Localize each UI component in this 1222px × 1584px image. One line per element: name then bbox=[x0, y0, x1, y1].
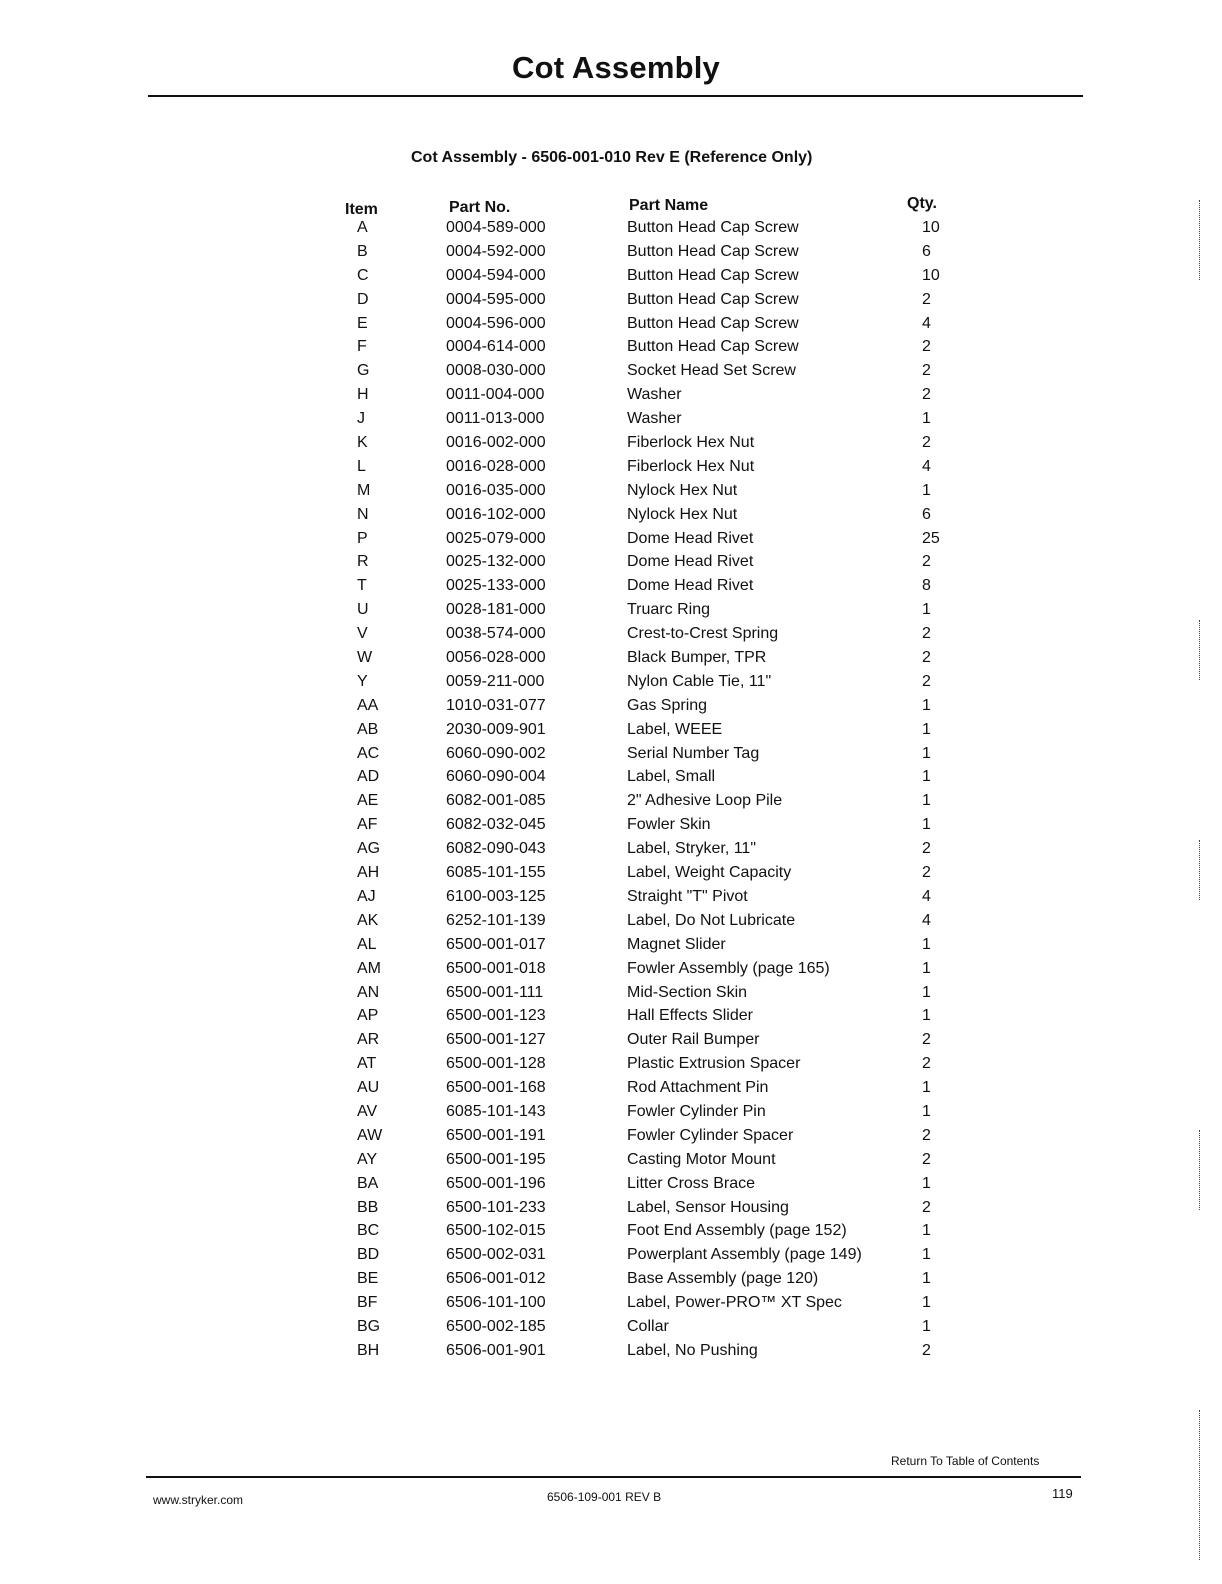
quantity-cell: 2 bbox=[922, 290, 931, 308]
part-number-cell: 6100-003-125 bbox=[446, 887, 546, 905]
quantity-cell: 1 bbox=[922, 1246, 931, 1264]
item-cell: AF bbox=[357, 816, 378, 834]
item-cell: J bbox=[357, 410, 365, 428]
item-cell: AA bbox=[357, 696, 379, 714]
column-header-part-name: Part Name bbox=[629, 197, 709, 214]
part-number-cell: 6252-101-139 bbox=[446, 911, 546, 929]
table-row bbox=[0, 960, 1222, 984]
quantity-cell: 1 bbox=[922, 983, 931, 1001]
part-name-cell: 2" Adhesive Loop Pile bbox=[627, 792, 783, 810]
item-cell: R bbox=[357, 553, 369, 571]
table-row bbox=[0, 1342, 1222, 1366]
scan-edge-mark bbox=[1199, 1410, 1200, 1560]
part-name-cell: Dome Head Rivet bbox=[627, 553, 754, 571]
quantity-cell: 1 bbox=[922, 768, 931, 786]
item-cell: AW bbox=[357, 1126, 383, 1144]
quantity-cell: 2 bbox=[922, 649, 931, 667]
page-title: Cot Assembly bbox=[512, 50, 720, 85]
table-row bbox=[0, 219, 1222, 243]
item-cell: B bbox=[357, 242, 368, 260]
table-row bbox=[0, 577, 1222, 601]
item-cell: BH bbox=[357, 1341, 380, 1359]
table-row bbox=[0, 1294, 1222, 1318]
part-number-cell: 0016-028-000 bbox=[446, 457, 546, 475]
part-number-cell: 6500-001-017 bbox=[446, 935, 546, 953]
part-number-cell: 6500-001-196 bbox=[446, 1174, 546, 1192]
quantity-cell: 10 bbox=[922, 219, 940, 236]
table-row bbox=[0, 697, 1222, 721]
part-name-cell: Rod Attachment Pin bbox=[627, 1079, 769, 1097]
table-row bbox=[0, 792, 1222, 816]
part-number-cell: 6500-001-111 bbox=[446, 983, 544, 1001]
part-name-cell: Nylon Cable Tie, 11" bbox=[627, 672, 772, 690]
part-number-cell: 0059-211-000 bbox=[446, 672, 545, 690]
part-name-cell: Button Head Cap Screw bbox=[627, 266, 799, 284]
quantity-cell: 2 bbox=[922, 672, 931, 690]
assembly-subtitle: Cot Assembly - 6506-001-010 Rev E (Reference Only) bbox=[411, 149, 813, 166]
quantity-cell: 4 bbox=[922, 457, 931, 475]
table-row bbox=[0, 291, 1222, 315]
part-name-cell: Button Head Cap Screw bbox=[627, 219, 799, 236]
part-name-cell: Label, Stryker, 11" bbox=[627, 840, 757, 858]
table-row bbox=[0, 768, 1222, 792]
part-name-cell: Gas Spring bbox=[627, 696, 708, 714]
item-cell: BD bbox=[357, 1246, 380, 1264]
item-cell: AP bbox=[357, 1007, 379, 1025]
part-number-cell: 6506-101-100 bbox=[446, 1294, 546, 1312]
footer-website: www.stryker.com bbox=[153, 1493, 244, 1507]
table-row bbox=[0, 1007, 1222, 1031]
part-number-cell: 0025-079-000 bbox=[446, 529, 546, 547]
part-number-cell: 6500-101-233 bbox=[446, 1198, 546, 1216]
item-cell: AV bbox=[357, 1102, 378, 1120]
part-name-cell: Black Bumper, TPR bbox=[627, 649, 767, 667]
scan-edge-mark bbox=[1199, 620, 1200, 680]
part-number-cell: 0025-133-000 bbox=[446, 577, 546, 595]
part-number-cell: 0008-030-000 bbox=[446, 362, 546, 380]
part-name-cell: Dome Head Rivet bbox=[627, 529, 754, 547]
part-number-cell: 0004-614-000 bbox=[446, 338, 546, 356]
quantity-cell: 1 bbox=[922, 1294, 931, 1312]
item-cell: V bbox=[357, 625, 368, 643]
table-row bbox=[0, 1246, 1222, 1270]
item-cell: AT bbox=[357, 1055, 377, 1073]
quantity-cell: 1 bbox=[922, 959, 931, 977]
table-row bbox=[0, 1151, 1222, 1175]
parts-list bbox=[0, 219, 1222, 1366]
part-name-cell: Crest-to-Crest Spring bbox=[627, 625, 779, 643]
item-cell: F bbox=[357, 338, 367, 356]
part-name-cell: Base Assembly (page 120) bbox=[627, 1270, 819, 1288]
table-row bbox=[0, 912, 1222, 936]
column-header-qty: Qty. bbox=[907, 195, 937, 212]
quantity-cell: 1 bbox=[922, 1079, 931, 1097]
part-number-cell: 6085-101-143 bbox=[446, 1102, 546, 1120]
item-cell: AE bbox=[357, 792, 379, 810]
quantity-cell: 1 bbox=[922, 744, 931, 762]
quantity-cell: 1 bbox=[922, 1174, 931, 1192]
quantity-cell: 2 bbox=[922, 386, 931, 404]
part-number-cell: 6506-001-901 bbox=[446, 1341, 546, 1359]
item-cell: AB bbox=[357, 720, 379, 738]
part-name-cell: Button Head Cap Screw bbox=[627, 290, 799, 308]
item-cell: K bbox=[357, 434, 368, 452]
part-number-cell: 1010-031-077 bbox=[446, 696, 546, 714]
item-cell: AH bbox=[357, 864, 380, 882]
part-name-cell: Fowler Cylinder Pin bbox=[627, 1102, 766, 1120]
table-row bbox=[0, 1222, 1222, 1246]
part-number-cell: 6500-001-018 bbox=[446, 959, 546, 977]
item-cell: BA bbox=[357, 1174, 379, 1192]
quantity-cell: 4 bbox=[922, 314, 931, 332]
table-row bbox=[0, 1318, 1222, 1342]
part-number-cell: 6500-001-195 bbox=[446, 1150, 546, 1168]
part-number-cell: 6500-001-123 bbox=[446, 1007, 546, 1025]
part-number-cell: 0038-574-000 bbox=[446, 625, 546, 643]
quantity-cell: 1 bbox=[922, 935, 931, 953]
item-cell: AM bbox=[357, 959, 381, 977]
item-cell: BG bbox=[357, 1317, 381, 1335]
table-row bbox=[0, 673, 1222, 697]
table-row bbox=[0, 649, 1222, 673]
part-number-cell: 0004-592-000 bbox=[446, 242, 546, 260]
part-name-cell: Outer Rail Bumper bbox=[627, 1031, 760, 1049]
part-name-cell: Washer bbox=[627, 410, 682, 428]
part-name-cell: Nylock Hex Nut bbox=[627, 505, 738, 523]
part-number-cell: 0011-004-000 bbox=[446, 386, 545, 404]
item-cell: G bbox=[357, 362, 370, 380]
part-name-cell: Litter Cross Brace bbox=[627, 1174, 756, 1192]
item-cell: AG bbox=[357, 840, 381, 858]
quantity-cell: 6 bbox=[922, 505, 931, 523]
item-cell: BE bbox=[357, 1270, 379, 1288]
item-cell: AY bbox=[357, 1150, 378, 1168]
item-cell: AC bbox=[357, 744, 380, 762]
table-row bbox=[0, 434, 1222, 458]
footer-divider bbox=[146, 1476, 1081, 1478]
item-cell: N bbox=[357, 505, 369, 523]
part-number-cell: 6500-001-168 bbox=[446, 1079, 546, 1097]
scan-edge-mark bbox=[1199, 840, 1200, 900]
part-number-cell: 6500-001-191 bbox=[446, 1126, 546, 1144]
item-cell: AJ bbox=[357, 887, 376, 905]
item-cell: T bbox=[357, 577, 367, 595]
item-cell: AL bbox=[357, 935, 377, 953]
part-name-cell: Button Head Cap Screw bbox=[627, 338, 799, 356]
table-row bbox=[0, 267, 1222, 291]
quantity-cell: 2 bbox=[922, 1198, 931, 1216]
quantity-cell: 2 bbox=[922, 625, 931, 643]
table-row bbox=[0, 338, 1222, 362]
quantity-cell: 1 bbox=[922, 601, 931, 619]
part-name-cell: Dome Head Rivet bbox=[627, 577, 754, 595]
part-number-cell: 6082-090-043 bbox=[446, 840, 546, 858]
table-row bbox=[0, 482, 1222, 506]
item-cell: AN bbox=[357, 983, 380, 1001]
item-cell: W bbox=[357, 649, 373, 667]
item-cell: M bbox=[357, 481, 371, 499]
table-row bbox=[0, 1127, 1222, 1151]
table-row bbox=[0, 1103, 1222, 1127]
table-row bbox=[0, 625, 1222, 649]
part-name-cell: Nylock Hex Nut bbox=[627, 481, 738, 499]
item-cell: AU bbox=[357, 1079, 380, 1097]
table-row bbox=[0, 410, 1222, 434]
item-cell: L bbox=[357, 457, 366, 475]
quantity-cell: 1 bbox=[922, 720, 931, 738]
quantity-cell: 6 bbox=[922, 242, 931, 260]
item-cell: BF bbox=[357, 1294, 378, 1312]
part-number-cell: 0004-595-000 bbox=[446, 290, 546, 308]
table-row bbox=[0, 362, 1222, 386]
part-number-cell: 0056-028-000 bbox=[446, 649, 546, 667]
part-name-cell: Collar bbox=[627, 1317, 669, 1335]
quantity-cell: 1 bbox=[922, 410, 931, 428]
item-cell: AK bbox=[357, 911, 379, 929]
part-name-cell: Fowler Assembly (page 165) bbox=[627, 959, 830, 977]
item-cell: BB bbox=[357, 1198, 379, 1216]
part-name-cell: Straight "T" Pivot bbox=[627, 887, 748, 905]
page-number: 119 bbox=[1052, 1486, 1073, 1501]
part-name-cell: Truarc Ring bbox=[627, 601, 710, 619]
table-row bbox=[0, 243, 1222, 267]
part-name-cell: Serial Number Tag bbox=[627, 744, 760, 762]
part-number-cell: 0004-589-000 bbox=[446, 219, 546, 236]
part-number-cell: 0011-013-000 bbox=[446, 410, 545, 428]
table-row bbox=[0, 315, 1222, 339]
part-number-cell: 6082-001-085 bbox=[446, 792, 546, 810]
table-row bbox=[0, 1270, 1222, 1294]
part-name-cell: Mid-Section Skin bbox=[627, 983, 748, 1001]
title-divider bbox=[148, 95, 1083, 97]
part-number-cell: 6500-102-015 bbox=[446, 1222, 546, 1240]
item-cell: AR bbox=[357, 1031, 380, 1049]
table-row bbox=[0, 888, 1222, 912]
quantity-cell: 2 bbox=[922, 1055, 931, 1073]
quantity-cell: 4 bbox=[922, 887, 931, 905]
part-name-cell: Label, Do Not Lubricate bbox=[627, 911, 796, 929]
item-cell: U bbox=[357, 601, 369, 619]
quantity-cell: 4 bbox=[922, 911, 931, 929]
quantity-cell: 1 bbox=[922, 792, 931, 810]
table-row bbox=[0, 1055, 1222, 1079]
part-number-cell: 0016-035-000 bbox=[446, 481, 546, 499]
quantity-cell: 1 bbox=[922, 1222, 931, 1240]
table-row bbox=[0, 840, 1222, 864]
item-cell: Y bbox=[357, 672, 368, 690]
table-row bbox=[0, 458, 1222, 482]
column-header-part-no: Part No. bbox=[449, 199, 511, 216]
quantity-cell: 2 bbox=[922, 1341, 931, 1359]
part-name-cell: Button Head Cap Screw bbox=[627, 314, 799, 332]
table-row bbox=[0, 745, 1222, 769]
part-name-cell: Foot End Assembly (page 152) bbox=[627, 1222, 847, 1240]
item-cell: AD bbox=[357, 768, 380, 786]
part-name-cell: Fiberlock Hex Nut bbox=[627, 457, 755, 475]
part-number-cell: 2030-009-901 bbox=[446, 720, 546, 738]
table-row bbox=[0, 530, 1222, 554]
part-name-cell: Casting Motor Mount bbox=[627, 1150, 776, 1168]
part-number-cell: 0004-596-000 bbox=[446, 314, 546, 332]
item-cell: D bbox=[357, 290, 369, 308]
table-row bbox=[0, 864, 1222, 888]
quantity-cell: 2 bbox=[922, 362, 931, 380]
quantity-cell: 25 bbox=[922, 529, 940, 547]
table-row bbox=[0, 553, 1222, 577]
item-cell: H bbox=[357, 386, 369, 404]
part-name-cell: Hall Effects Slider bbox=[627, 1007, 753, 1025]
quantity-cell: 1 bbox=[922, 696, 931, 714]
scan-edge-mark bbox=[1199, 1130, 1200, 1210]
part-name-cell: Plastic Extrusion Spacer bbox=[627, 1055, 801, 1073]
quantity-cell: 1 bbox=[922, 1102, 931, 1120]
part-name-cell: Label, Small bbox=[627, 768, 716, 786]
part-number-cell: 6082-032-045 bbox=[446, 816, 546, 834]
table-row bbox=[0, 506, 1222, 530]
table-row bbox=[0, 1031, 1222, 1055]
part-number-cell: 6085-101-155 bbox=[446, 864, 546, 882]
table-row bbox=[0, 721, 1222, 745]
part-name-cell: Label, Sensor Housing bbox=[627, 1198, 789, 1216]
part-name-cell: Label, No Pushing bbox=[627, 1341, 758, 1359]
part-name-cell: Powerplant Assembly (page 149) bbox=[627, 1246, 862, 1264]
part-name-cell: Label, Weight Capacity bbox=[627, 864, 792, 882]
part-name-cell: Button Head Cap Screw bbox=[627, 242, 799, 260]
part-number-cell: 6500-002-031 bbox=[446, 1246, 546, 1264]
item-cell: P bbox=[357, 529, 368, 547]
table-row bbox=[0, 816, 1222, 840]
quantity-cell: 1 bbox=[922, 1270, 931, 1288]
table-row bbox=[0, 386, 1222, 410]
footer-document-number: 6506-109-001 REV B bbox=[547, 1490, 662, 1504]
quantity-cell: 1 bbox=[922, 1007, 931, 1025]
part-name-cell: Label, Power-PRO™ XT Spec bbox=[627, 1294, 842, 1312]
part-number-cell: 0004-594-000 bbox=[446, 266, 546, 284]
return-to-contents-link[interactable]: Return To Table of Contents bbox=[891, 1454, 1040, 1468]
part-name-cell: Fiberlock Hex Nut bbox=[627, 434, 755, 452]
part-name-cell: Washer bbox=[627, 386, 682, 404]
item-cell: A bbox=[357, 219, 368, 236]
quantity-cell: 10 bbox=[922, 266, 940, 284]
part-number-cell: 0016-002-000 bbox=[446, 434, 546, 452]
part-name-cell: Fowler Skin bbox=[627, 816, 711, 834]
quantity-cell: 1 bbox=[922, 1317, 931, 1335]
quantity-cell: 1 bbox=[922, 481, 931, 499]
part-name-cell: Fowler Cylinder Spacer bbox=[627, 1126, 794, 1144]
part-number-cell: 6500-002-185 bbox=[446, 1317, 546, 1335]
quantity-cell: 1 bbox=[922, 816, 931, 834]
part-number-cell: 0025-132-000 bbox=[446, 553, 546, 571]
item-cell: C bbox=[357, 266, 369, 284]
quantity-cell: 2 bbox=[922, 840, 931, 858]
column-header-item: Item bbox=[345, 201, 378, 218]
quantity-cell: 2 bbox=[922, 1150, 931, 1168]
part-number-cell: 0016-102-000 bbox=[446, 505, 546, 523]
table-row bbox=[0, 601, 1222, 625]
table-row bbox=[0, 1199, 1222, 1223]
part-name-cell: Label, WEEE bbox=[627, 720, 723, 738]
part-number-cell: 0028-181-000 bbox=[446, 601, 546, 619]
part-name-cell: Magnet Slider bbox=[627, 935, 726, 953]
part-number-cell: 6060-090-002 bbox=[446, 744, 546, 762]
quantity-cell: 2 bbox=[922, 434, 931, 452]
quantity-cell: 2 bbox=[922, 338, 931, 356]
quantity-cell: 2 bbox=[922, 1031, 931, 1049]
item-cell: BC bbox=[357, 1222, 380, 1240]
part-number-cell: 6060-090-004 bbox=[446, 768, 546, 786]
quantity-cell: 8 bbox=[922, 577, 931, 595]
part-number-cell: 6500-001-128 bbox=[446, 1055, 546, 1073]
quantity-cell: 2 bbox=[922, 553, 931, 571]
scan-edge-mark bbox=[1199, 200, 1200, 280]
quantity-cell: 2 bbox=[922, 1126, 931, 1144]
item-cell: E bbox=[357, 314, 368, 332]
quantity-cell: 2 bbox=[922, 864, 931, 882]
part-name-cell: Socket Head Set Screw bbox=[627, 362, 796, 380]
table-row bbox=[0, 1175, 1222, 1199]
table-row bbox=[0, 936, 1222, 960]
part-number-cell: 6506-001-012 bbox=[446, 1270, 546, 1288]
part-number-cell: 6500-001-127 bbox=[446, 1031, 546, 1049]
table-row bbox=[0, 984, 1222, 1008]
table-row bbox=[0, 1079, 1222, 1103]
